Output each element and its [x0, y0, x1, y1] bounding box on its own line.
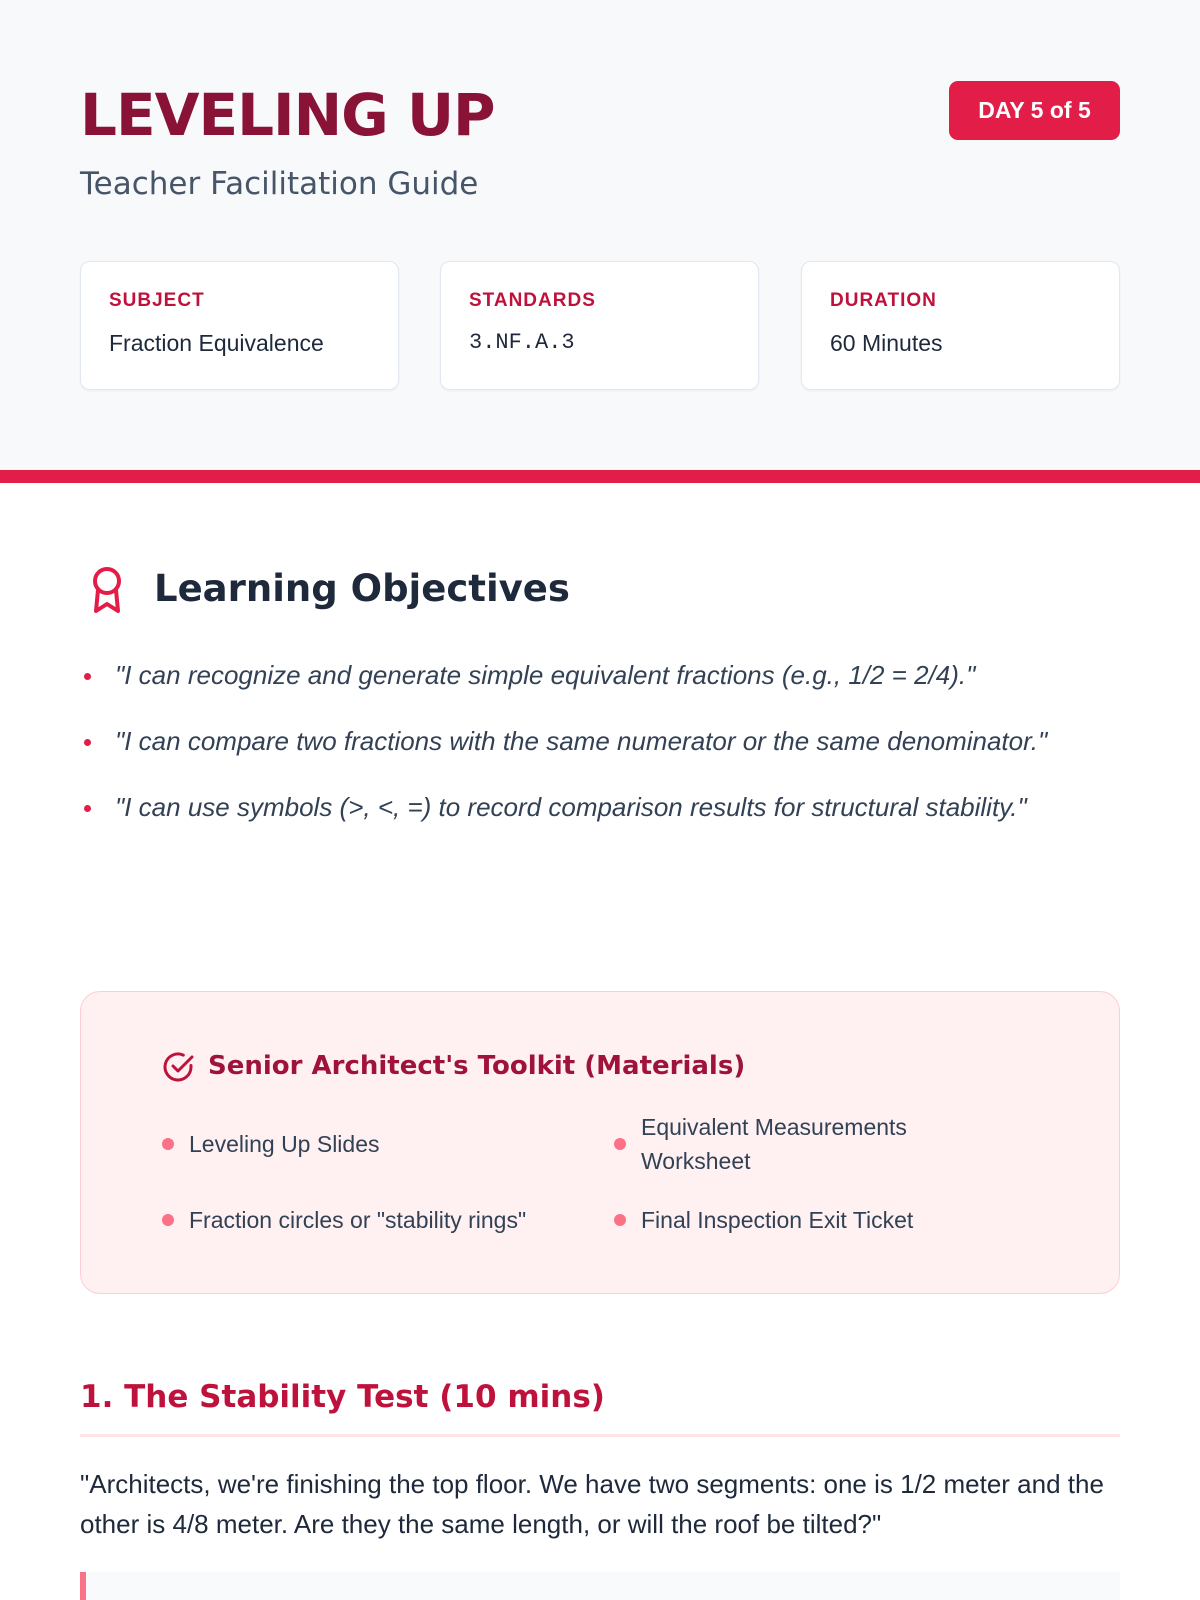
objectives-list: [80, 655, 1120, 853]
subject-value: Fraction Equivalence: [109, 330, 324, 356]
award-ribbon-icon: [87, 565, 127, 615]
header-divider: [0, 470, 1200, 483]
bullet-icon: [162, 1214, 174, 1226]
header-panel: [0, 0, 1200, 470]
day-badge: DAY 5 of 5: [949, 81, 1120, 140]
section-heading: 1. The Stability Test (10 mins): [80, 1379, 605, 1415]
page-subtitle: Teacher Facilitation Guide: [80, 166, 479, 202]
standards-label: STANDARDS: [469, 290, 596, 311]
bullet-icon: [84, 739, 91, 746]
toolkit-item: [162, 1127, 582, 1161]
bullet-icon: [614, 1138, 626, 1150]
duration-value: 60 Minutes: [830, 330, 943, 356]
bullet-icon: [162, 1138, 174, 1150]
check-circle-icon: [161, 1050, 195, 1084]
section-quote: "Architects, we're finishing the top floor. We have two segments: one is 1/2 meter and the other is 4/8 meter. Are they the same length, or will the roof be tilted?": [80, 1469, 1104, 1539]
toolkit-item-text: Equivalent Measurements Worksheet: [641, 1114, 907, 1174]
page-title: LEVELING UP: [80, 81, 495, 149]
toolkit-panel: [80, 991, 1120, 1294]
toolkit-item: [614, 1203, 1034, 1237]
objective-text: "I can compare two fractions with the same numerator or the same denominator.": [115, 726, 1048, 756]
toolkit-title: Senior Architect's Toolkit (Materials): [208, 1051, 746, 1081]
bullet-icon: [84, 673, 91, 680]
bullet-icon: [84, 805, 91, 812]
section-divider: [80, 1434, 1120, 1437]
duration-label: DURATION: [830, 290, 937, 311]
toolkit-item: [162, 1203, 602, 1237]
objective-text: "I can use symbols (>, <, =) to record comparison results for structural stability.": [115, 792, 1027, 822]
toolkit-item: [614, 1110, 944, 1178]
callout-box: [80, 1572, 1120, 1600]
toolkit-item-text: Fraction circles or "stability rings": [189, 1207, 527, 1233]
standards-card: [440, 261, 759, 390]
bullet-icon: [614, 1214, 626, 1226]
standards-value: 3.NF.A.3: [469, 330, 575, 355]
objective-item: [80, 655, 1120, 695]
objective-item: [80, 721, 1120, 761]
subject-card: [80, 261, 399, 390]
toolkit-item-text: Leveling Up Slides: [189, 1131, 380, 1157]
subject-label: SUBJECT: [109, 290, 205, 311]
objective-text: "I can recognize and generate simple equivalent fractions (e.g., 1/2 = 2/4).": [115, 660, 976, 690]
objective-item: [80, 787, 1120, 827]
duration-card: [801, 261, 1120, 390]
objectives-heading: Learning Objectives: [154, 567, 570, 610]
toolkit-item-text: Final Inspection Exit Ticket: [641, 1207, 914, 1233]
